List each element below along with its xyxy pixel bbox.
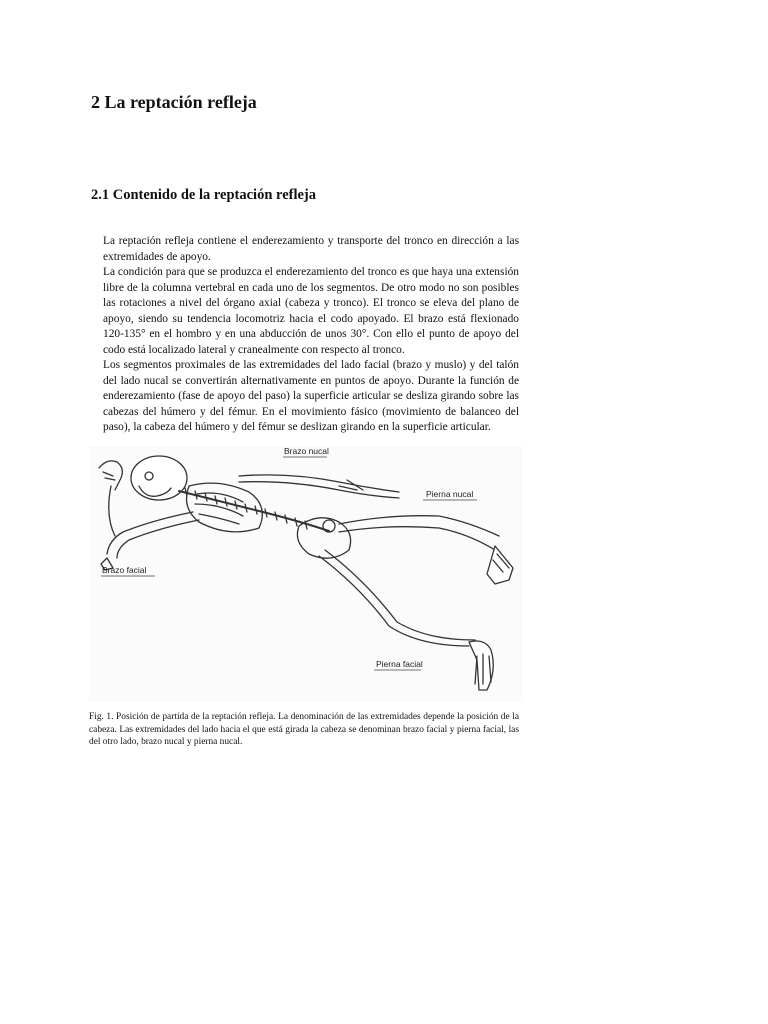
label-pierna-nucal: Pierna nucal	[426, 489, 474, 499]
paragraph-1: La reptación refleja contiene el enderezamiento y transporte del tronco en dirección a las extremidades de apoyo.	[103, 235, 519, 263]
subsection-heading: 2.1 Contenido de la reptación refleja	[91, 187, 316, 203]
figure-caption: Fig. 1. Posición de partida de la reptación refleja. La denominación de las extremidades depende la posición de la cabeza. Las extremidades del lado hacia el que está girada la cabeza se denominan brazo facial y pierna facial, las del otro lado, brazo nucal y pierna nucal.	[89, 712, 519, 748]
skeleton-figure	[89, 446, 523, 702]
label-brazo-facial: Brazo facial	[102, 565, 147, 575]
section-heading: 2 La reptación refleja	[91, 92, 257, 112]
body-text	[103, 234, 519, 436]
skeleton-illustration	[89, 446, 523, 702]
label-pierna-facial: Pierna facial	[376, 659, 423, 669]
paragraph-3: Los segmentos proximales de las extremidades del lado facial (brazo y muslo) y del talón del lado nucal se convertirán alternativamente en puntos de apoyo. Durante la función de enderezamiento (fase de apoyo del paso) la superficie articular se desliza girando sobre las cabezas del húmero y del fémur. En el movimiento fásico (movimiento de balanceo del paso), la cabeza del húmero y del fémur se deslizan girando en la superficie articular.	[103, 359, 519, 433]
label-brazo-nucal: Brazo nucal	[284, 446, 329, 456]
paragraph-2: La condición para que se produzca el enderezamiento del tronco es que haya una extensión libre de la columna vertebral en cada uno de los segmentos. De otro modo no son posibles las rotaciones a nivel del órgano axial (cabeza y tronco). El tronco se eleva del plano de apoyo, siendo su tendencia locomotriz hacia el codo apoyado. El brazo está flexionado 120-135° en el hombro y en una abducción de unos 30°. Con ello el punto de apoyo del codo está localizado lateral y cranealmente con respecto al tronco.	[103, 266, 519, 356]
